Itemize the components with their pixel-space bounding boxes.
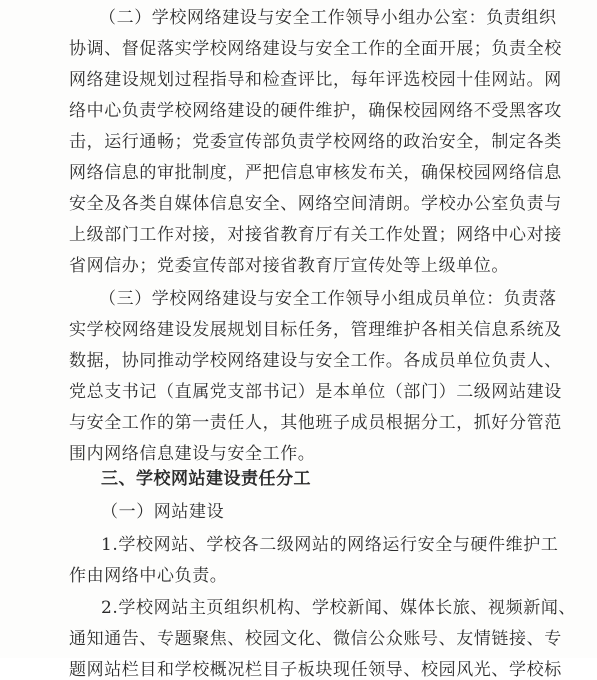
paragraph-line: 题网站栏目和学校概况栏目子板块现任领导、校园风光、学校标 [69,660,562,680]
paragraph-line: 络中心负责学校网络建设的硬件维护，确保校园网络不受黑客攻 [69,101,562,121]
paragraph-line: 通知通告、专题聚焦、校园文化、微信公众账号、友情链接、专 [69,629,562,649]
paragraph-line: 击，运行通畅；党委宣传部负责学校网络的政治安全，制定各类 [69,132,562,152]
paragraph-line: 上级部门工作对接，对接省教育厅有关工作处置；网络中心对接 [69,225,562,245]
paragraph-line: （三）学校网络建设与安全工作领导小组成员单位：负责落 [99,289,557,309]
paragraph-line: 数据，协同推动学校网络建设与安全工作。各成员单位负责人、 [69,351,562,371]
paragraph-line: 2.学校网站主页组织机构、学校新闻、媒体长旅、视频新闻、 [101,598,577,618]
section-heading: 三、学校网站建设责任分工 [101,469,311,489]
paragraph-line: 实学校网络建设发展规划目标任务，管理维护各相关信息系统及 [69,320,562,340]
subsection-heading: （一）网站建设 [101,502,225,522]
paragraph-line: 安全及各类自媒体信息安全、网络空间清朗。学校办公室负责与 [69,194,562,214]
paragraph-line: 网络信息的审批制度，严把信息审核发布关，确保校园网络信息 [69,163,562,183]
paragraph-line: （二）学校网络建设与安全工作领导小组办公室：负责组织 [99,8,557,28]
paragraph-line: 省网信办；党委宣传部对接省教育厅宣传处等上级单位。 [69,256,509,276]
paragraph-line: 党总支书记（直属党支部书记）是本单位（部门）二级网站建设 [69,382,562,402]
paragraph-line: 网络建设规划过程指导和检查评比，每年评选校园十佳网站。网 [69,70,562,90]
paragraph-line: 围内网络信息建设与安全工作。 [69,444,316,464]
paragraph-line: 协调、督促落实学校网络建设与安全工作的全面开展；负责全校 [69,39,562,59]
paragraph-line: 作由网络中心负责。 [69,566,228,586]
paragraph-line: 与安全工作的第一责任人，其他班子成员根据分工，抓好分管范 [69,413,562,433]
paragraph-line: 1.学校网站、学校各二级网站的网络运行安全与硬件维护工 [101,535,559,555]
